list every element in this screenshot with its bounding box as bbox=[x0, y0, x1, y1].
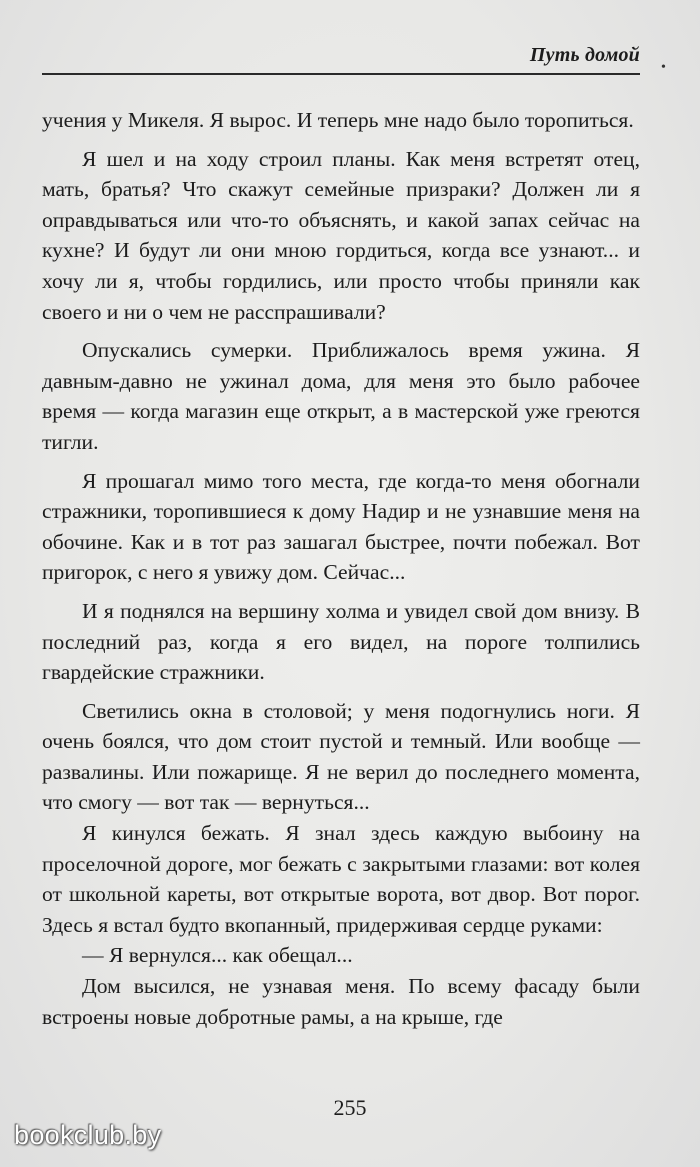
paragraph-8: — Я вернулся... как обещал... bbox=[82, 943, 353, 968]
running-title: Путь домой bbox=[529, 44, 640, 66]
paragraph-6: Светились окна в столовой; у меня подогнулись ноги. Я очень боялся, что дом стоит пустой и темный. Или вообще — развалины. Или пожарище. Я не верил до последнего момента, что смогу — вот так — вернуться... bbox=[42, 698, 640, 815]
header-mark: • bbox=[661, 60, 666, 75]
page-header bbox=[42, 42, 642, 76]
paragraph-7: Я кинулся бежать. Я знал здесь каждую выбоину на проселочной дороге, мог бежать с закрытыми глазами: вот колея от школьной кареты, вот открытые ворота, вот двор. Вот порог. Здесь я встал будто вкопанный, придерживая сердце руками: bbox=[42, 821, 640, 937]
body-text bbox=[42, 105, 640, 1032]
header-rule bbox=[42, 73, 640, 75]
paragraph-1: учения у Микеля. Я вырос. И теперь мне надо было торопиться. bbox=[42, 108, 634, 132]
paragraph-5: И я поднялся на вершину холма и увидел свой дом внизу. В последний раз, когда я его видел, на пороге толпились гвардейские стражники. bbox=[42, 598, 640, 685]
paragraph-9: Дом высился, не узнавая меня. По всему фасаду были встроены новые добротные рамы, а на крыше, где bbox=[42, 974, 640, 1029]
watermark-logo: bookclub.by bbox=[14, 1120, 162, 1150]
paragraph-2: Я шел и на ходу строил планы. Как меня встретят отец, мать, братья? Что скажут семейные призраки? Должен ли я оправдываться или что-то объяснять, и какой запах сейчас на кухне? И будут ли они мною гордиться, когда все узнают... и хочу ли я, чтобы гордились, или просто чтобы приняли как своего и ни о чем не расспрашивали? bbox=[42, 146, 640, 324]
paragraph-4: Я прошагал мимо того места, где когда-то меня обогнали стражники, торопившиеся к дому Надир и не узнавшие меня на обочине. Как и в тот раз зашагал быстрее, почти побежал. Вот пригорок, с него я увижу дом. Сейчас... bbox=[42, 468, 640, 585]
paragraph-3: Опускались сумерки. Приближалось время ужина. Я давным-давно не ужинал дома, для меня это было рабочее время — когда магазин еще открыт, а в мастерской уже греются тигли. bbox=[42, 338, 640, 454]
page-number: 255 bbox=[333, 1095, 367, 1120]
